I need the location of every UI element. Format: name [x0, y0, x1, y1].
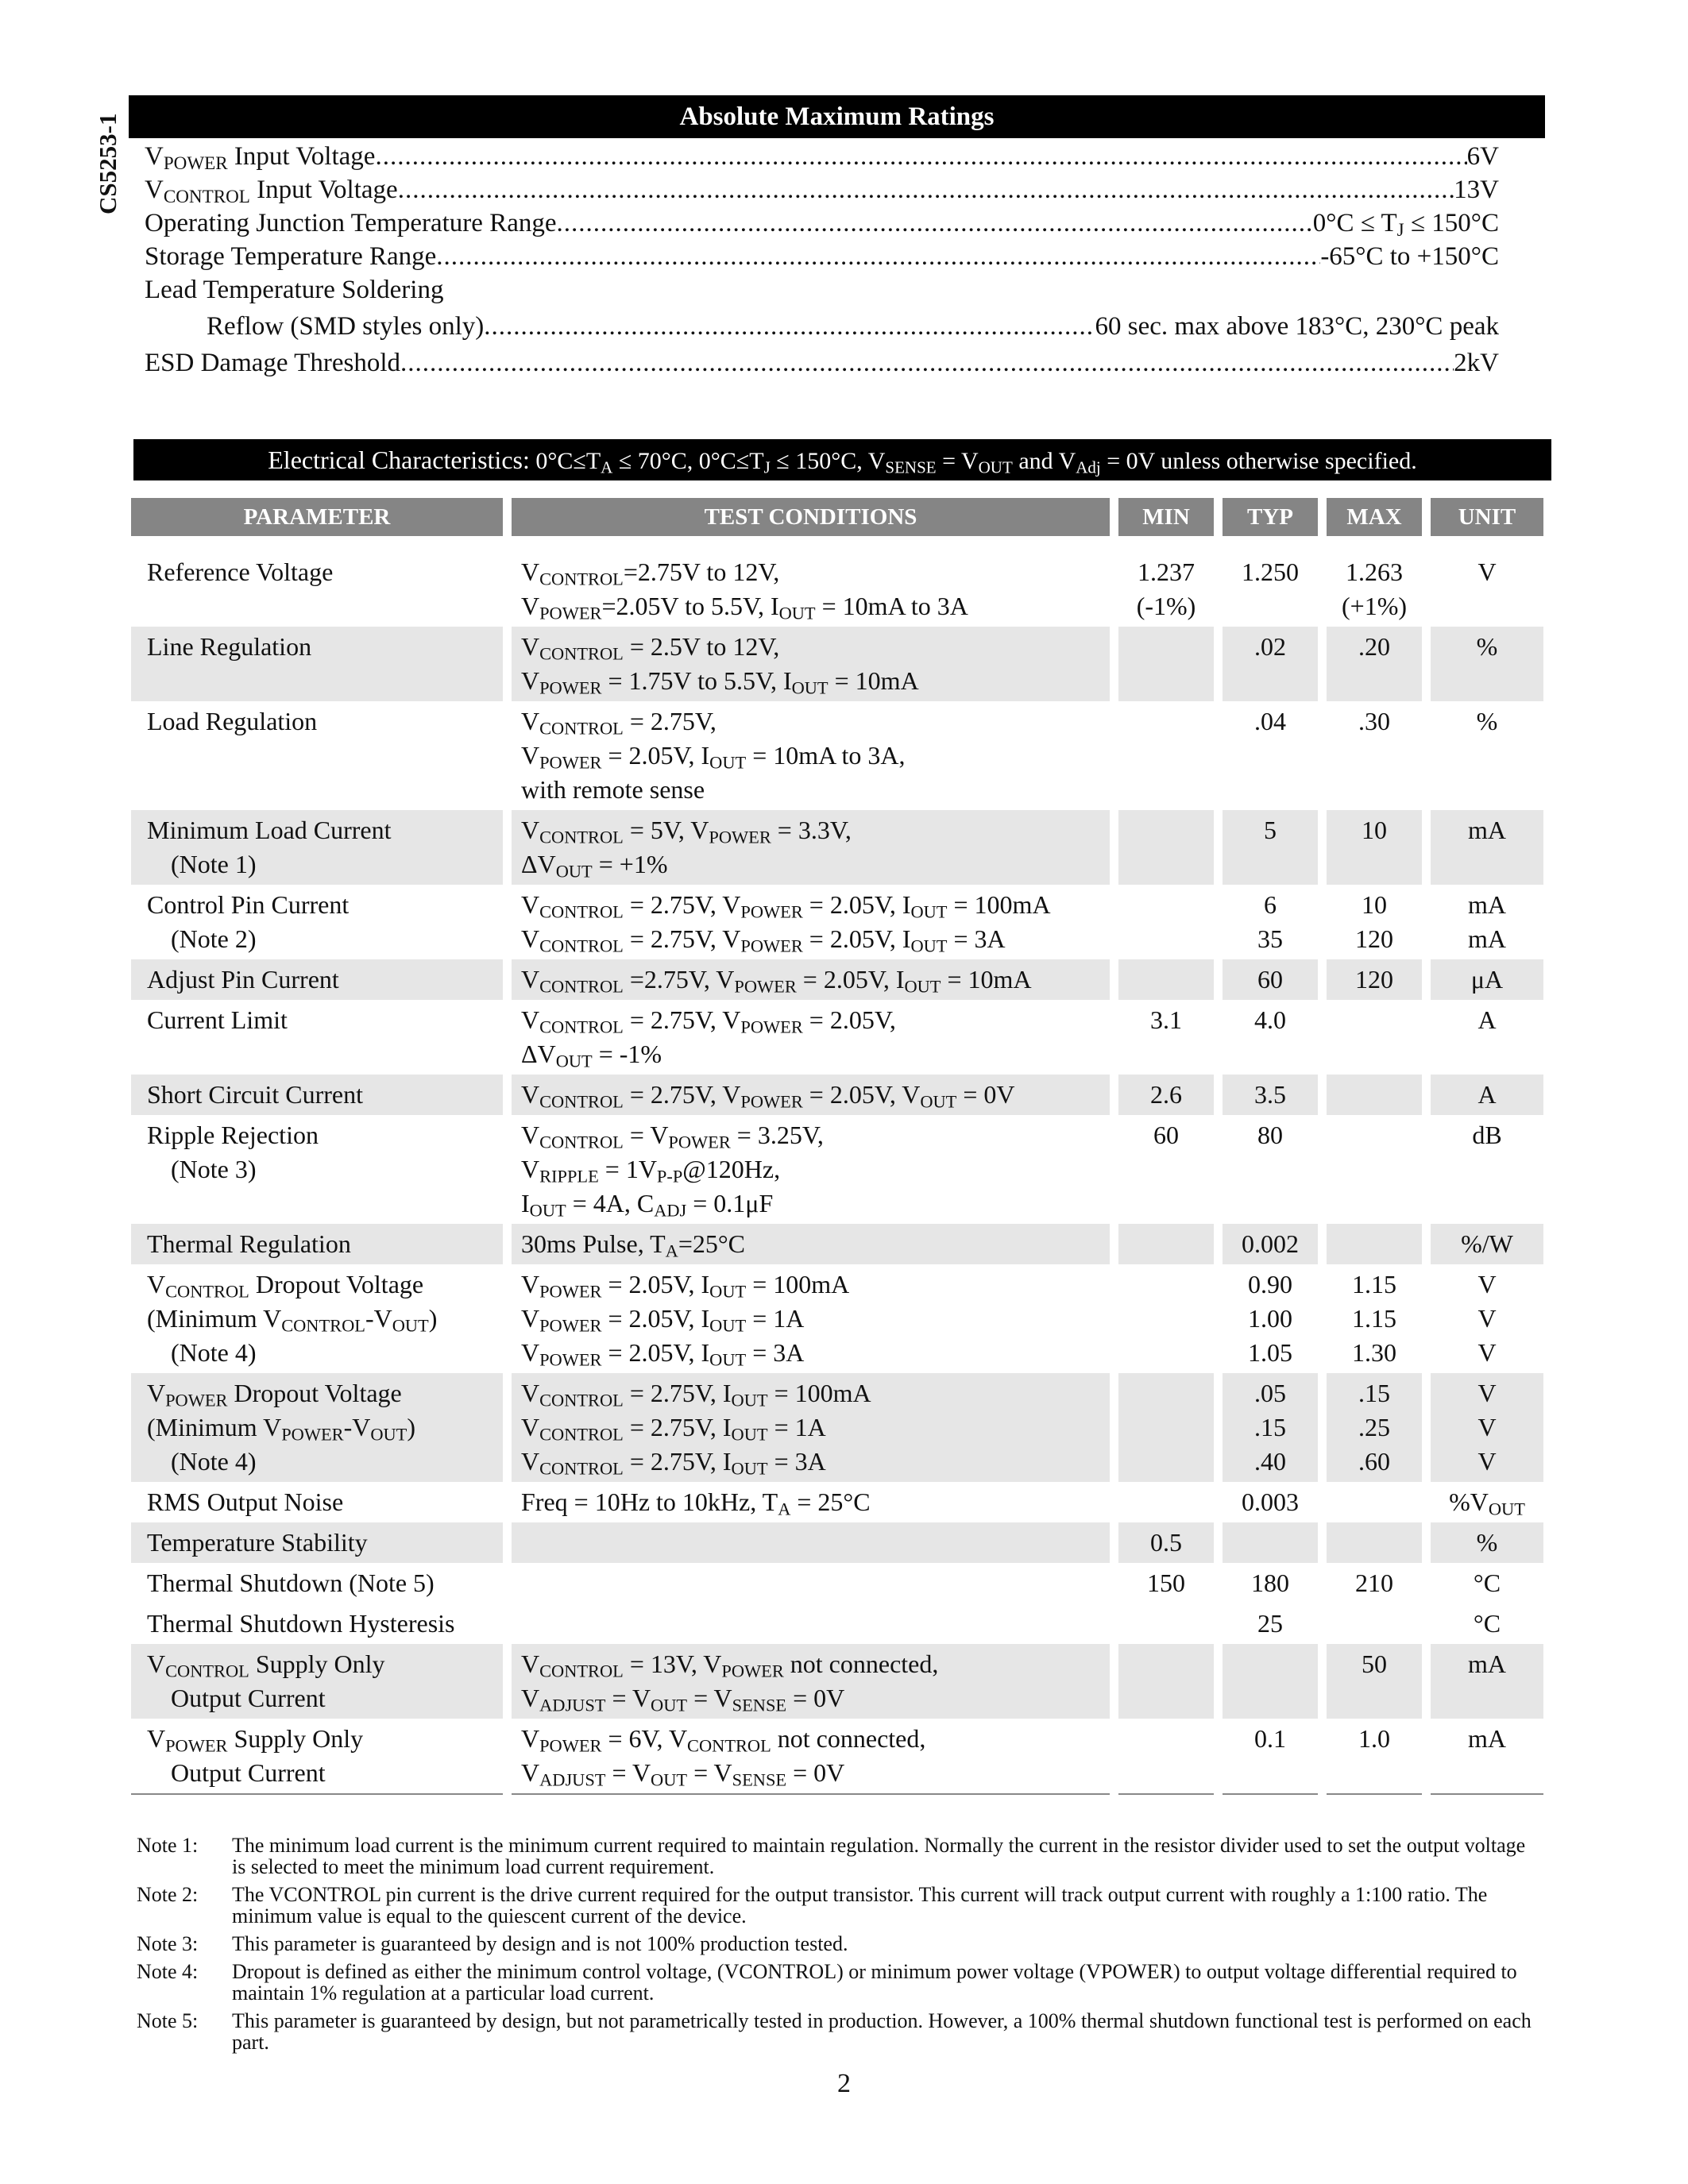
- col-header-typ: TYP: [1223, 498, 1318, 536]
- col-header-min: MIN: [1118, 498, 1214, 536]
- abs-max-list: [145, 140, 1499, 380]
- note-item: Note 1: The minimum load current is the minimum current required to maintain regulation. Normally the current in the resistor divider used to set the output voltage is selected to meet the minimum load current requirement.: [137, 1834, 1526, 1878]
- notes: [137, 1835, 1535, 2059]
- abs-max-row: Reflow (SMD styles only) ..... 60 sec. max above 183°C, 230°C peak: [145, 307, 1499, 346]
- col-header-max: MAX: [1327, 498, 1422, 536]
- note-item: Note 5: This parameter is guaranteed by design, but not parametrically tested in production. However, a 100% thermal shutdown functional test is performed on each part.: [137, 2009, 1532, 2054]
- table-row: Line Regulation $V_{CONTROL} = 2.5V$ to 12V, $V_{POWER} = 1.75V$ to 5.5V, $I_{OUT} = 10mA$ .02 .20 %: [131, 627, 1543, 701]
- col-header-unit: UNIT: [1431, 498, 1543, 536]
- table-row: Thermal Shutdown Hysteresis 25 °C: [147, 1609, 1501, 1638]
- note-item: Note 2: The VCONTROL pin current is the drive current required for the output transistor. This current will track output current with roughly a 1:100 ratio. The minimum value is equal to the quiescent current of the device.: [137, 1883, 1488, 1927]
- abs-max-row: Storage Temperature Range ..... -65°C to +150°C: [145, 240, 1499, 273]
- table-row: Reference Voltage $V_{CONTROL}=2.75V$ to 12V, $V_{POWER}=2.05V$ to 5.5V, $I_{OUT} = 10mA$ to 3A 1.237 (-1%) 1.250 1.263 (+1%) V: [147, 558, 1497, 623]
- col-header-param: PARAMETER: [131, 498, 503, 536]
- abs-max-row: ESD Damage Threshold ..... 2kV: [145, 346, 1499, 380]
- table-row: Short Circuit Current $V_{CONTROL} = 2.75V$, $V_{POWER} = 2.05V$, $V_{OUT} = 0V$ 2.6 3.5 A: [131, 1075, 1543, 1115]
- table-row: Thermal Shutdown (Note 5) 150 180 210 °C: [147, 1569, 1501, 1597]
- table-row: Load Regulation $V_{CONTROL} = 2.75V$, $V_{POWER} = 2.05V$, $I_{OUT} = 10mA$ to 3A, with remote sense .04 .30 %: [147, 707, 1498, 804]
- table-row: $V_{CONTROL}$ Supply Only Output Current $V_{CONTROL} = 13V$, $V_{POWER}$ not connected, $V_{ADJUST} = V_{OUT} = V_{SENSE} = 0V$ 50 mA: [131, 1644, 1543, 1719]
- table-row: $V_{CONTROL}$ Dropout Voltage (Minimum $V_{CONTROL}-V_{OUT}$) (Note 4) $V_{POWER} = 2.05V$, $I_{OUT} = 100mA$ $V_{POWER} = 2.05V$, $I_{OUT} = 1A$ $V_{POWER} = 2.05V$, $I_{OUT} = 3A$ 0.90 1.00 1.05 1.15 1.15 1.30 V V V: [147, 1270, 1497, 1370]
- abs-max-title: Absolute Maximum Ratings: [129, 95, 1545, 138]
- abs-max-row: Lead Temperature Soldering: [145, 276, 444, 304]
- table-row: $V_{POWER}$ Dropout Voltage (Minimum $V_{POWER}-V_{OUT}$) (Note 4) $V_{CONTROL} = 2.75V$, $I_{OUT} = 100mA$ $V_{CONTROL} = 2.75V$, $I_{OUT} = 1A$ $V_{CONTROL} = 2.75V$, $I_{OUT} = 3A$ .05 .15 .40 .15 .25 .60 V V V: [131, 1373, 1543, 1482]
- table-row: Temperature Stability 0.5 %: [131, 1522, 1543, 1563]
- table-row: Thermal Regulation 30ms Pulse, $T_A=25^\circ C$ 0.002 %/W: [131, 1224, 1543, 1264]
- table-row: Minimum Load Current (Note 1) $V_{CONTROL} = 5V$, $V_{POWER} = 3.3V$, $\Delta V_{OUT} = +1\%$ 5 10 mA: [131, 810, 1543, 885]
- abs-max-row: Operating Junction Temperature Range ..... $0^\circ C \le T_J \le 150^\circ C$: [145, 206, 1499, 240]
- table-row: Ripple Rejection (Note 3) $V_{CONTROL} = V_{POWER} = 3.25V$, $V_{RIPPLE}$ = $1V_{P-P}@120Hz$, $I_{OUT} = 4A$, $C_{ADJ} = 0.1\mu F$ 60 80 dB: [147, 1121, 1502, 1221]
- table-row: Adjust Pin Current $V_{CONTROL} =2.75V$, $V_{POWER} = 2.05V$, $I_{OUT} = 10mA$ 60 120 μA: [131, 959, 1543, 1000]
- table-row: RMS Output Noise Freq = 10Hz to 10kHz, $T_A = 25^\circ C$ 0.003 $\%V_{OUT}$: [147, 1488, 1525, 1519]
- table-row: Control Pin Current (Note 2) $V_{CONTROL} = 2.75V$, $V_{POWER} = 2.05V$, $I_{OUT} = 100mA$ $V_{CONTROL} = 2.75V$, $V_{POWER} = 2.05V$, $I_{OUT} = 3A$ 6 35 10 120 mA mA: [147, 890, 1506, 956]
- abs-max-row: $V_{POWER}$ Input Voltage ..... 6V: [145, 140, 1499, 173]
- electrical-characteristics-table: [122, 498, 1552, 1795]
- page-number: 2: [837, 2069, 851, 2098]
- table-row: Current Limit $V_{CONTROL} = 2.75V$, $V_{POWER} = 2.05V$, $\Delta V_{OUT} = -1\%$ 3.1 4.0 A: [147, 1005, 1497, 1071]
- abs-max-row: $V_{CONTROL}$ Input Voltage ..... 13V: [145, 173, 1499, 206]
- part-number-tag: CS5253-1: [94, 113, 122, 214]
- note-item: Note 4: Dropout is defined as either the minimum control voltage, (VCONTROL) or minimum power voltage (VPOWER) to output voltage differential required to maintain 1% regulation at a particular load current.: [137, 1960, 1517, 2005]
- ec-title: Electrical Characteristics: $0^\circ C\le T_A \le 70^\circ C$, $0^\circ C\le T_J \le 150^\circ C$, $V_{SENSE} = V_{OUT}$ and $V_{Adj} = 0V$ unless otherwise specified.: [133, 439, 1551, 480]
- table-row: $V_{POWER}$ Supply Only Output Current $V_{POWER} = 6V$, $V_{CONTROL}$ not connected, $V_{ADJUST} = V_{OUT} = V_{SENSE} = 0V$ 0.1 1.0 mA: [147, 1724, 1506, 1790]
- table-header-row: [131, 498, 1543, 536]
- col-header-cond: TEST CONDITIONS: [512, 498, 1110, 536]
- note-item: Note 3: This parameter is guaranteed by design and is not 100% production tested.: [137, 1932, 848, 1955]
